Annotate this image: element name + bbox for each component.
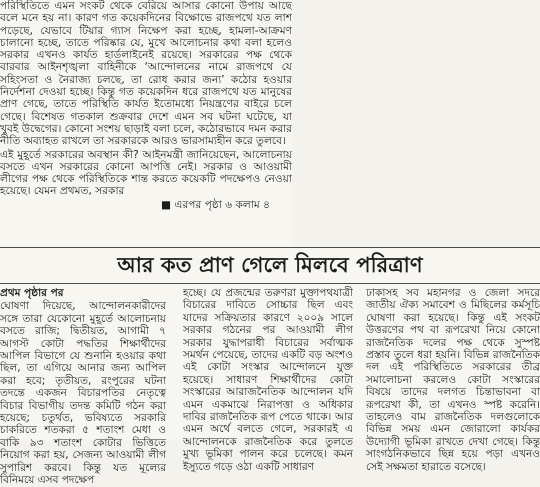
continuation-label: প্রথম পৃষ্ঠার পর [0, 287, 64, 299]
bottom-article-area [0, 287, 540, 487]
continued-notice: ■ এরপর পৃষ্ঠা ৬ কলাম ৪ [161, 198, 270, 211]
top-paragraph-1: পরিস্থিতিতে এমন সংকট থেকে বেরিয়ে আসার কোনো উপায় আছে বলে মনে হয় না। কারণ গত কয়েকদিনের বিক্ষোভে রাজপথে যত লাশ পড়েছে, যেভাবে টিয়ার গ্যাস নিক্ষেপ করা হচ্ছে, হামলা-আক্রমণ চালানো হচ্ছে, তাতে পরিষ্কার যে, মুখে আলোচনার কথা বলা হলেও সরকার এখনও কার্যত হার্ডলাইনেই রয়েছে। সরকারের পক্ষ থেকে বারবার আইনশৃঙ্খলা বাহিনীকে ‘আন্দোলনের নামে রাজপথে যে সহিংসতা ও নৈরাজ্য চলছে, তা রোধ করার জন্য’ কঠোর হওয়ার নির্দেশনা দেওয়া হচ্ছে। কিন্তু গত কয়েকদিন ধরে রাজপথে যত মানুষের প্রাণ গেছে, তাতে পরিস্থিতি কার্যত ইতোমধ্যে নিয়ন্ত্রণের বাইরে চলে গেছে। বিশেষত গতকাল শুক্রবার দেশে এমন সব ঘটনা ঘটেছে, যা খুবই উদ্বেগের। কোনো সংশয় ছাড়াই বলা চলে, কঠোরভাবে দমন করার নীতি অব্যাহত রাখলে তা সরকারকে আরও ভারসাম্যহীন করে তুলবে। [0, 0, 292, 148]
column-1-text: ঘোষণা দিয়েছে, আন্দোলনকারীদের সঙ্গে তারা যেকোনো মুহূর্তে আলোচনায় বসতে রাজি; দ্বিতীয়ত, আগামী ৭ আগস্ট কোটা পদ্ধতির শিক্ষার্থীদের আপিল বিভাগে যে শুনানি হওয়ার কথা ছিল, তা এগিয়ে আনার জন্য আপিল করা হবে; তৃতীয়ত, রংপুরের ঘটনা তদন্তে একজন বিচারপতির নেতৃত্বে বিচার বিভাগীয় তদন্ত কমিটি গঠন করা হয়েছে; চতুর্থত, ভবিষ্যতে সরকারি চাকরিতে শতকরা ৫ শতাংশ মেধা ও বাকি ৯৩ শতাংশ কোটার ভিত্তিতে নিয়োগ করা হয়, সেজন্য আওয়ামী লীগ সুপারিশ করবে। কিন্তু যত মূল্যের বিনিময়ে এসব পদক্ষেপ [0, 300, 166, 487]
top-article-column [0, 0, 292, 232]
headline-top-rule [0, 247, 540, 248]
bottom-column-1 [0, 287, 166, 487]
column-3-text: ঢাকাসহ সব মহানগর ও জেলা সদরে জাতীয় ঐক্য সমাবেশ ও মিছিলের কর্মসূচি ঘোষণা করা হয়েছে। কিন্তু এই সংকট উত্তরণের পথ বা রূপরেখা নিয়ে কোনো রাজনৈতিক দলের পক্ষ থেকে সুস্পষ্ট প্রস্তাব তুলে ধরা হয়নি। বিভিন্ন রাজনৈতিক দল এই পরিস্থিতিতে সরকারের তীব্র সমালোচনা করলেও কোটা সংস্কারের বিষয়ে তাদের দলগত চিন্তাভাবনা বা রূপরেখা কী, তা এখনও স্পষ্ট করেনি। তাহলেও বাম রাজনৈতিক দলগুলোকে বিভিন্ন সময় এমন জোরালো কার্যকর উদ্যোগী ভূমিকা রাখতে দেখা গেছে। কিন্তু সাংগঠনিকভাবে ছিন্ন হয়ে পড়া এখনও সেই সক্ষমতা হারাতে বসেছে। [366, 287, 540, 473]
article-headline: আর কত প্রাণ গেলে মিলবে পরিত্রাণ [117, 252, 423, 277]
blank-area [292, 0, 540, 246]
column-2-text: হচ্ছে। যে প্রজন্মের তরুণরা মুক্তাপথযাত্রী বিচারের দাবিতে সোচ্চার ছিল এবং যাদের সক্রিয়তার কারণে ২০০৯ সালে সরকার গঠনের পর আওয়ামী লীগ সরকার যুদ্ধাপরাধী বিচারের সর্বাত্মক সমর্থন পেয়েছে, তাদের একটি বড় অংশও এই কোটা সংস্কার আন্দোলনে যুক্ত হয়েছে। সাধারণ শিক্ষার্থীদের কোটা সংস্কারের আরাজনৈতিক আন্দোলন যদি এমন একমাঝে নিরাপত্তা ও অধিকার দাবির রাজনৈতিক রূপ পেতে থাকে। আর এমন অর্থে বলতে গেলে, সরকারই এ আন্দোলনকে রাজনৈতিক করে তুলতে মুখ্য ভূমিকা পালন করে চলেছে। কমন ইস্যুতে গড়ে ওঠা একটি সাধারণ [183, 287, 353, 473]
bottom-column-2 [183, 287, 353, 473]
top-paragraph-2: এই মুহূর্তে সরকারের অবস্থান কী? আইনমন্ত্রী জানিয়েছেন, আলোচনায় বসতে এখন সরকারের কোনো আপত্তি নেই। সরকার ও আওয়ামী লীগের পক্ষ থেকে পরিস্থিতিকে শান্ত করতে কয়েকটি পদক্ষেপও নেওয়া হয়েছে। যেমন প্রথমত, সরকার [0, 148, 292, 198]
bottom-column-3 [366, 287, 540, 473]
headline-bottom-rule [0, 283, 540, 284]
